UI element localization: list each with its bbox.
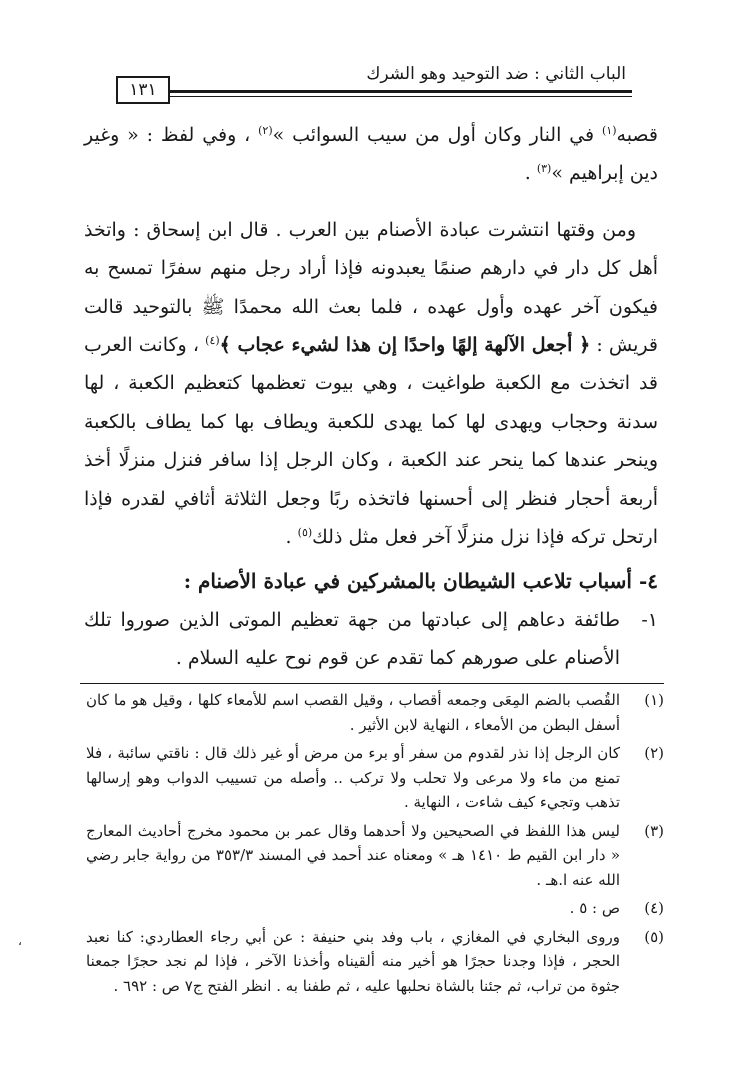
main-text xyxy=(84,116,658,678)
footnote-text: ليس هذا اللفظ في الصحيحين ولا أحدهما وقال عمر بن محمود مخرج أحاديث المعارج « دار ابن القيم ط ١٤١٠ هـ » ومعناه عند أحمد في المسند ٣٥٣/٣ من رواية جابر رضي الله عنه ا.هـ . xyxy=(86,821,620,889)
text-run: قصبه xyxy=(616,124,658,146)
list-item-text: طائفة دعاهم إلى عبادتها من جهة تعظيم الموتى الذين صوروا تلك الأصنام على صورهم كما تقدم عن قوم نوح عليه السلام . xyxy=(84,608,620,670)
header-rule-thin xyxy=(170,96,632,97)
margin-mark: ، xyxy=(18,934,22,948)
text-run: في النار وكان أول من سيب السوائب » xyxy=(272,124,602,146)
text-run: . xyxy=(524,162,537,185)
footnote-3 xyxy=(86,819,664,893)
footnote-separator xyxy=(80,683,664,684)
quran-verse: ﴿ أجعل الآلهة إلهًا واحدًا إن هذا لشيء عجاب ﴾ xyxy=(219,334,591,357)
text-run: . xyxy=(285,526,298,549)
footnote-4 xyxy=(86,896,664,921)
page-header xyxy=(118,58,632,102)
footnote-text: وروى البخاري في المغازي ، باب وفد بني حنيفة : عن أبي رجاء العطاردي: كنا نعبد الحجر ، فإذا وجدنا حجرًا هو أخير منه ألقيناه وأخذنا الآخر ، فإذا لم نجد حجرًا جمعنا جثوة من تراب، ثم جئنا بالشاة نحلبها عليه ، ثم طفنا به . انظر الفتح ج٧ ص : ٦٩٢ . xyxy=(86,927,620,995)
footnote-ref-3[interactable]: (٣) xyxy=(536,162,552,176)
header-rule xyxy=(170,90,632,93)
footnote-number: (١) xyxy=(644,691,664,709)
footnote-ref-2[interactable]: (٢) xyxy=(258,124,273,137)
footnote-number: (٣) xyxy=(644,821,664,840)
running-title: الباب الثاني : ضد التوحيد وهو الشرك xyxy=(366,64,626,84)
section-heading: ٤- أسباب تلاعب الشيطان بالمشركين في عبادة الأصنام : xyxy=(183,569,658,594)
footnotes xyxy=(86,688,664,1002)
footnote-1 xyxy=(86,688,664,737)
footnote-number: (٥) xyxy=(644,927,664,946)
footnote-2 xyxy=(86,741,664,815)
footnote-ref-5[interactable]: (٥) xyxy=(297,526,313,540)
footnote-number: (٢) xyxy=(644,744,664,762)
footnote-5 xyxy=(86,925,664,999)
footnote-text: القُصب بالضم المِعَى وجمعه أقصاب ، وقيل القصب اسم للأمعاء كلها ، وقيل هو ما كان أسفل البطن من الأمعاء ، النهاية لابن الأثير . xyxy=(86,691,620,734)
text-run: ومن وقتها انتشرت عبادة الأصنام بين العرب . قال ابن إسحاق : واتخذ أهل كل دار في دارهم صنمًا يعبدونه فإذا أراد رجل منهم سفرًا تمسح به فيكون آخر عهده وأول عهده ، فلما بعث الله محمدًا ﷺ بالتوحيد قالت قريش : xyxy=(84,218,658,357)
footnote-ref-4[interactable]: (٤) xyxy=(205,334,220,348)
footnote-text: كان الرجل إذا نذر لقدوم من سفر أو برء من مرض أو غير ذلك قال : ناقتي سائبة ، فلا تمنع من ماء ولا مرعى ولا تحلب ولا تركب .. وأصله من تسييب الدواب وهو إرسالها تذهب وتجيء كيف شاءت ، النهاية . xyxy=(86,744,620,811)
footnote-number: (٤) xyxy=(644,899,664,917)
footnote-text: ص : ٥ . xyxy=(569,899,620,917)
text-run: ، وفي لفظ : « وغير دين إبراهيم » xyxy=(84,124,658,185)
page-number: ١٣١ xyxy=(116,76,170,104)
footnote-ref-1[interactable]: (١) xyxy=(602,124,617,137)
paragraph-2 xyxy=(84,211,658,557)
list-item xyxy=(84,601,658,678)
paragraph-1 xyxy=(84,116,658,193)
text-run: ، وكانت العرب قد اتخذت مع الكعبة طواغيت ، وهي بيوت تعظمها كتعظيم الكعبة ، لها سدنة وحجاب ويهدى لها كما يهدى للكعبة ويطاف بها كما يطاف بالكعبة وينحر عندها كما ينحر عند الكعبة ، وكان الرجل إذا سافر فنزل منزلًا أخذ أربعة أحجار فنظر إلى أحسنها فاتخذه ربًا وجعل الثلاثة أثافي لقدره فإذا ارتحل تركه فإذا نزل منزلًا آخر فعل مثل ذلك xyxy=(84,334,658,549)
list-item-number: ١- xyxy=(641,608,658,631)
